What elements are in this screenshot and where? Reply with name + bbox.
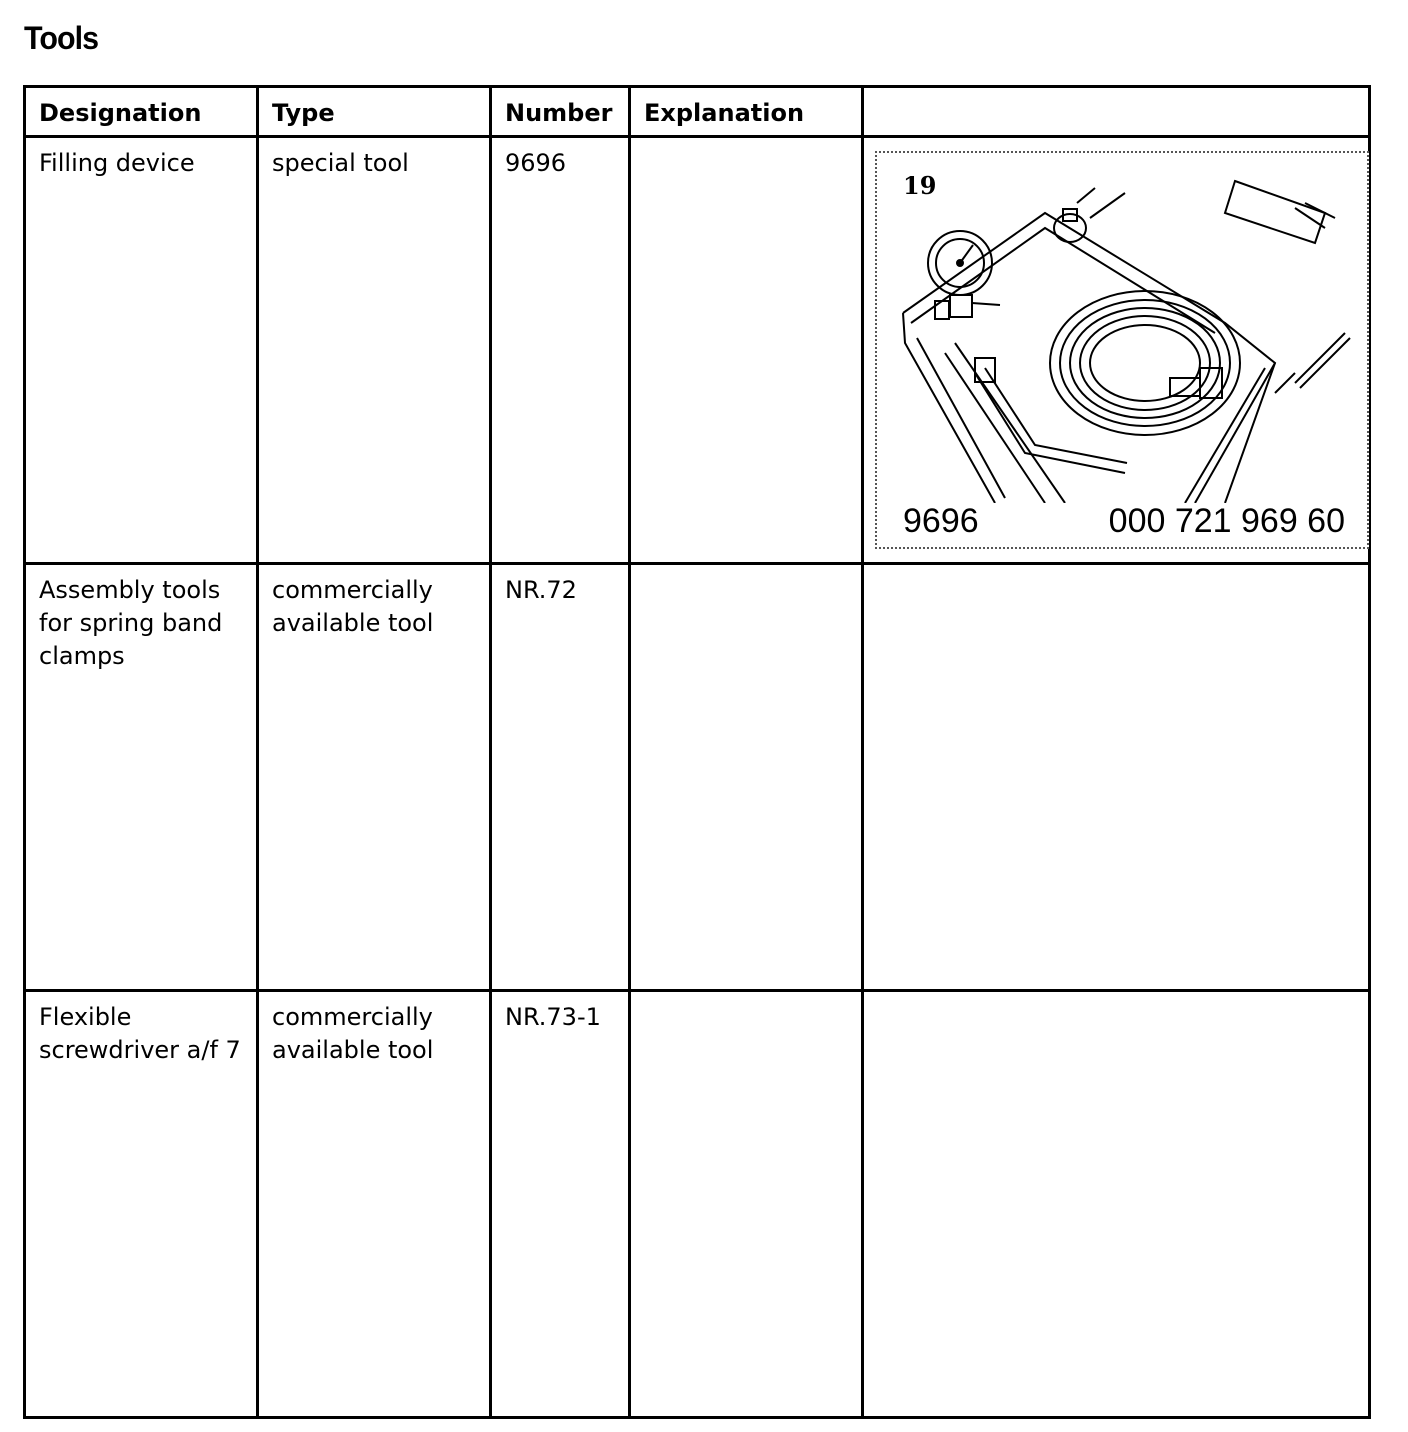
cell-explanation	[630, 137, 863, 564]
type-text: commercially available tool	[272, 576, 434, 637]
cell-image	[863, 991, 1370, 1418]
cell-image	[863, 137, 1370, 564]
type-text: commercially available tool	[272, 1003, 434, 1064]
cell-image	[863, 564, 1370, 991]
figure-part-number: 000 721 969 60	[1108, 502, 1345, 540]
number-text: 9696	[505, 149, 567, 177]
number-text: NR.72	[505, 576, 577, 604]
explanation-text	[631, 138, 861, 147]
header-image	[863, 87, 1370, 137]
cell-number	[491, 564, 630, 991]
page-title: Tools	[24, 20, 99, 56]
cell-designation	[25, 137, 258, 564]
cell-number	[491, 137, 630, 564]
table-row	[25, 137, 1370, 564]
designation-text: Flexible screwdriver a/f 7	[39, 1003, 241, 1064]
table-row	[25, 564, 1370, 991]
number-text: NR.73-1	[505, 1003, 601, 1031]
filling-device-drawing-icon	[895, 173, 1355, 503]
header-designation: Designation	[25, 87, 258, 137]
cell-explanation	[630, 564, 863, 991]
cell-designation	[25, 991, 258, 1418]
table-header-row	[25, 87, 1370, 137]
explanation-text	[631, 565, 861, 574]
cell-type	[258, 991, 491, 1418]
designation-text: Assembly tools for spring band clamps	[39, 576, 223, 670]
cell-type	[258, 564, 491, 991]
cell-explanation	[630, 991, 863, 1418]
type-text: special tool	[272, 149, 409, 177]
cell-type	[258, 137, 491, 564]
explanation-text	[631, 992, 861, 1001]
tool-figure	[875, 151, 1369, 549]
cell-number	[491, 991, 630, 1418]
table-row	[25, 991, 1370, 1418]
figure-tool-number: 9696	[903, 502, 979, 540]
designation-text: Filling device	[39, 149, 195, 177]
header-number: Number	[491, 87, 630, 137]
tools-table	[23, 85, 1371, 1419]
figure-index: 19	[903, 171, 937, 200]
header-type: Type	[258, 87, 491, 137]
cell-designation	[25, 564, 258, 991]
header-explanation: Explanation	[630, 87, 863, 137]
